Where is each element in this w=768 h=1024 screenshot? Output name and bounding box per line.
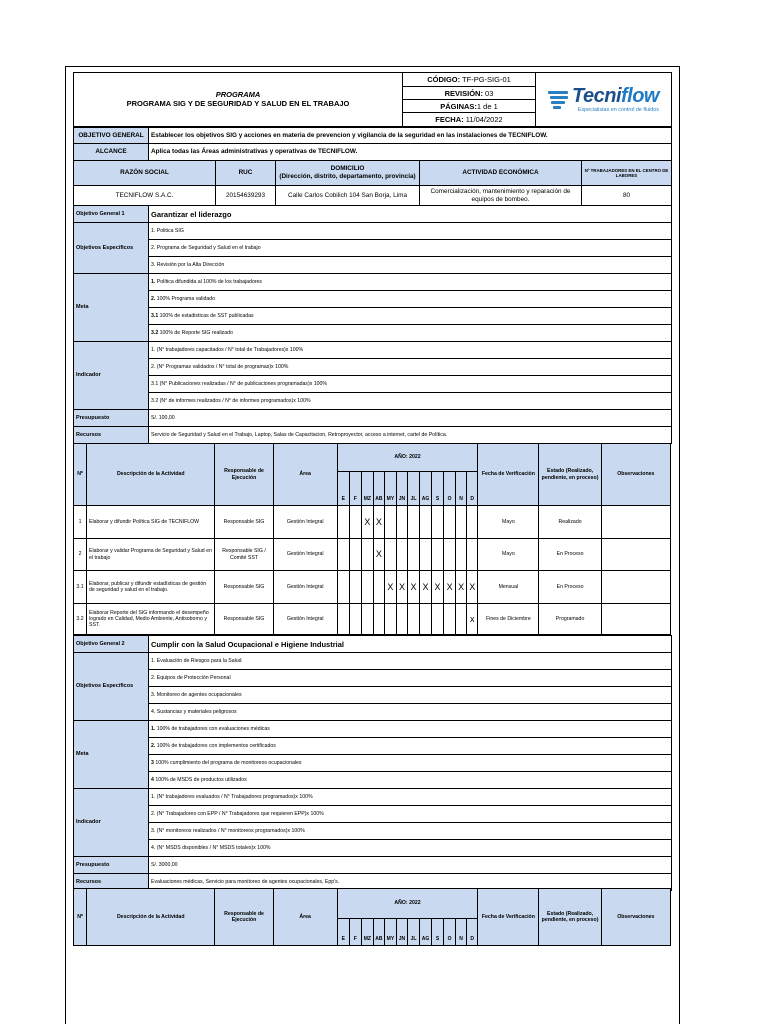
trabajadores-value: 80 [582, 186, 672, 206]
month-header: S [432, 919, 444, 946]
month-header: MZ [361, 472, 373, 506]
col-descripcion-header: Descripción de la Actividad [87, 889, 215, 946]
og1-meta: 3.2 100% de Reporte SIG realizado [149, 325, 672, 342]
activity-verification-date: Mensual [478, 571, 539, 604]
activity-area: Gestión Integral [273, 604, 337, 635]
og1-indicador: 3.2 (N° de informes realizados / N° de informes programados)x 100% [149, 393, 672, 410]
og1-meta: 1. Política difundida al 100% de los trabajadores [149, 274, 672, 291]
month-mark [456, 506, 467, 539]
razon-social-value: TECNIFLOW S.A.C. [74, 186, 216, 206]
og2-meta: 1. 100% de trabajadores con evaluaciones médicas [149, 721, 672, 738]
month-header: MY [384, 919, 396, 946]
og2-objetivo: 4. Sustancias y materiales peligrosos [149, 704, 672, 721]
og1-meta-label: Meta [74, 274, 149, 342]
og1-indicador-label: Indicador [74, 342, 149, 410]
og1-objetivos-label: Objetivos Específicos [74, 223, 149, 274]
year-header: AÑO: 2022 [337, 889, 478, 919]
month-mark: X [467, 571, 478, 604]
month-mark [373, 571, 384, 604]
month-mark [420, 604, 432, 635]
activity-observations [601, 506, 670, 539]
scope-table [73, 127, 672, 161]
activity-area: Gestión Integral [273, 571, 337, 604]
activity-area: Gestión Integral [273, 506, 337, 539]
activity-row [74, 539, 671, 571]
activity-num: 3.2 [74, 604, 87, 635]
actividad-header: ACTIVIDAD ECONÓMICA [420, 161, 582, 186]
activity-description: Elaborar Reporte del SIG informando el desempeño logrado en Calidad, Medio Ambiente, Antisoborno y SST. [87, 604, 215, 635]
activity-responsible: Responsable SIG [215, 506, 273, 539]
razon-social-header: RAZÓN SOCIAL [74, 161, 216, 186]
month-mark [432, 506, 444, 539]
month-mark [396, 604, 407, 635]
month-mark [456, 604, 467, 635]
col-observaciones-header: Observaciones [601, 444, 670, 506]
month-mark: x [467, 604, 478, 635]
og2-objetivo: 3. Monitoreo de agentes ocupacionales [149, 687, 672, 704]
month-header: JN [396, 919, 407, 946]
og2-activities-table [73, 888, 671, 946]
month-header: N [456, 919, 467, 946]
month-header: D [467, 472, 478, 506]
domicilio-value: Calle Carlos Cobilich 104 San Borja, Lima [276, 186, 420, 206]
company-table [73, 160, 672, 206]
og1-recursos-label: Recursos [74, 427, 149, 444]
month-header: E [337, 919, 349, 946]
og2-presupuesto-label: Presupuesto [74, 857, 149, 874]
company-logo: Tecniflow Especialistas en control de fluidos [536, 73, 672, 127]
fecha-field: FECHA: 11/04/2022 [403, 113, 536, 127]
month-header: MY [384, 472, 396, 506]
og2-presupuesto: S/. 3000,00 [149, 857, 672, 874]
activity-verification-date: Mayo [478, 506, 539, 539]
month-mark: X [407, 571, 419, 604]
objetivo-general-text: Establecer los objetivos SIG y acciones en materia de prevencion y vigilancia de la seguridad en las instalaciones de TECNIFLOW. [149, 128, 672, 144]
col-descripcion-header: Descripción de la Actividad [87, 444, 215, 506]
og2-meta-label: Meta [74, 721, 149, 789]
og1-meta: 3.1 100% de estadisticas de SST publicadas [149, 308, 672, 325]
month-mark [337, 604, 349, 635]
month-header: JL [407, 919, 419, 946]
objetivo-general-label: OBJETIVO GENERAL [74, 128, 149, 144]
month-mark [349, 506, 361, 539]
og1-table [73, 205, 672, 444]
og1-objetivo: 2. Programa de Seguridad y Salud en el trabajo [149, 240, 672, 257]
col-responsable-header: Responsable de Ejecución [215, 889, 273, 946]
activity-description: Elaborar y difundir Política SIG de TECNIFLOW [87, 506, 215, 539]
month-header: N [456, 472, 467, 506]
month-mark [456, 539, 467, 571]
month-header: AG [420, 472, 432, 506]
domicilio-header: DOMICILIO (Dirección, distrito, departamento, provincia) [276, 161, 420, 186]
year-header: AÑO: 2022 [337, 444, 478, 472]
activity-status: Programado [539, 604, 601, 635]
og1-meta: 2. 100% Programa validado [149, 291, 672, 308]
month-mark: X [396, 571, 407, 604]
month-mark [349, 539, 361, 571]
month-mark [420, 506, 432, 539]
month-header: F [349, 472, 361, 506]
col-estado-header: Estado (Realizado, pendiente, en proceso) [539, 444, 601, 506]
activity-observations [601, 604, 670, 635]
activity-row [74, 506, 671, 539]
month-mark [407, 506, 419, 539]
month-mark [384, 604, 396, 635]
og2-objetivo: 2. Equipos de Protección Personal [149, 670, 672, 687]
og1-presupuesto: S/. 100,00 [149, 410, 672, 427]
activity-num: 1 [74, 506, 87, 539]
month-mark [384, 539, 396, 571]
month-mark [444, 506, 456, 539]
month-header: D [467, 919, 478, 946]
og2-meta: 3 100% cumplimiento del programa de monitoreos ocupacionales [149, 755, 672, 772]
month-header: MZ [361, 919, 373, 946]
activity-status: Realizado [539, 506, 601, 539]
activity-responsible: Responsable SIG / Comité SST [215, 539, 273, 571]
month-mark: X [432, 571, 444, 604]
activity-responsible: Responsable SIG [215, 571, 273, 604]
col-num-header: Nº [74, 889, 87, 946]
month-header: F [349, 919, 361, 946]
month-mark [349, 571, 361, 604]
paginas-field: PÁGINAS:1 de 1 [403, 100, 536, 113]
activity-status: En Proceso [539, 539, 601, 571]
og1-indicador: 3.1 (N° Publicaciones realizadas / N° de publicaciones programadas)x 100% [149, 376, 672, 393]
month-mark [337, 506, 349, 539]
month-mark [396, 506, 407, 539]
og2-label: Objetivo General 2 [74, 636, 149, 653]
header-table [73, 72, 672, 127]
col-num-header: Nº [74, 444, 87, 506]
og1-indicador: 1. (N° trabajadores capacitados / N° total de Trabajadores)x 100% [149, 342, 672, 359]
og2-meta: 4 100% de MSDS de productos utilizados [149, 772, 672, 789]
og2-objetivos-label: Objetivos Específicos [74, 653, 149, 721]
month-mark: X [373, 539, 384, 571]
activity-area: Gestión Integral [273, 539, 337, 571]
month-mark [361, 539, 373, 571]
og1-indicador: 2. (N° Programas validados / N° total de programas)x 100% [149, 359, 672, 376]
og2-indicador: 2. (N° Trabajadores con EPP / N° Trabajadores que requieren EPP)x 100% [149, 806, 672, 823]
og2-objetivo: 1. Evaluación de Riesgos para la Salud [149, 653, 672, 670]
month-mark: X [361, 506, 373, 539]
month-header: O [444, 472, 456, 506]
month-mark [349, 604, 361, 635]
activity-observations [601, 571, 670, 604]
activity-verification-date: Mayo [478, 539, 539, 571]
month-header: JL [407, 472, 419, 506]
activity-responsible: Responsable SIG [215, 604, 273, 635]
col-responsable-header: Responsable de Ejecución [215, 444, 273, 506]
activity-status: En Proceso [539, 571, 601, 604]
alcance-text: Aplica todas las Áreas administrativas y operativas de TECNIFLOW. [149, 144, 672, 161]
month-mark: X [444, 571, 456, 604]
activity-row [74, 604, 671, 635]
col-fecha-header: Fecha de Verificación [478, 444, 539, 506]
og1-objetivo: 3. Revisión por la Alta Dirección [149, 257, 672, 274]
month-mark [444, 539, 456, 571]
og1-title: Garantizar el liderazgo [149, 206, 672, 223]
og1-activities-table [73, 443, 671, 635]
activity-verification-date: Fines de Diciembre [478, 604, 539, 635]
activity-row [74, 571, 671, 604]
document-title: PROGRAMA PROGRAMA SIG Y DE SEGURIDAD Y SALUD EN EL TRABAJO [74, 73, 403, 127]
month-mark [396, 539, 407, 571]
month-mark [432, 539, 444, 571]
codigo-field: CÓDIGO: TF-PG-SIG-01 [403, 73, 536, 87]
col-observaciones-header: Observaciones [601, 889, 670, 946]
actividad-value: Comercialización, mantenimiento y reparación de equipos de bombeo. [420, 186, 582, 206]
month-mark [337, 539, 349, 571]
og2-indicador-label: Indicador [74, 789, 149, 857]
activity-observations [601, 539, 670, 571]
ruc-header: RUC [216, 161, 276, 186]
og1-label: Objetivo General 1 [74, 206, 149, 223]
month-mark [420, 539, 432, 571]
month-mark [444, 604, 456, 635]
og1-presupuesto-label: Presupuesto [74, 410, 149, 427]
month-mark [467, 539, 478, 571]
og2-indicador: 4. (N° MSDS disponibles / N° MSDS totales)x 100% [149, 840, 672, 857]
month-mark: X [373, 506, 384, 539]
alcance-label: ALCANCE [74, 144, 149, 161]
trabajadores-header: Nº TRABAJADORES EN EL CENTRO DE LABORES [582, 161, 672, 186]
month-mark [407, 539, 419, 571]
month-mark [361, 571, 373, 604]
month-mark [384, 506, 396, 539]
og2-title: Cumplir con la Salud Ocupacional e Higiene Industrial [149, 636, 672, 653]
og1-objetivo: 1. Politica SIG [149, 223, 672, 240]
month-header: JN [396, 472, 407, 506]
month-header: E [337, 472, 349, 506]
month-mark [361, 604, 373, 635]
ruc-value: 20154639293 [216, 186, 276, 206]
month-mark [432, 604, 444, 635]
month-mark [373, 604, 384, 635]
col-area-header: Área [273, 889, 337, 946]
activity-description: Elaborar, publicar y difundir estadísticas de gestión de seguridad y salud en el trabajo. [87, 571, 215, 604]
col-fecha-header: Fecha de Verificación [478, 889, 539, 946]
month-header: S [432, 472, 444, 506]
og2-indicador: 3. (N° monitoreos realizados / N° monitoreos programados)x 100% [149, 823, 672, 840]
month-mark: X [384, 571, 396, 604]
month-header: O [444, 919, 456, 946]
month-mark: X [456, 571, 467, 604]
month-mark [467, 506, 478, 539]
activity-num: 2 [74, 539, 87, 571]
month-header: AB [373, 472, 384, 506]
og2-indicador: 1. (N° trabajadores evaluados / N° Trabajadores programados)x 100% [149, 789, 672, 806]
col-estado-header: Estado (Realizado, pendiente, en proceso) [539, 889, 601, 946]
logo-mark-icon [548, 88, 570, 110]
og1-recursos: Servicio de Seguridad y Salud en el Trabajo, Laptop, Salas de Capacitacion, Retroproyector, acceso a internet, cartel de Política. [149, 427, 672, 444]
activity-num: 3.1 [74, 571, 87, 604]
activity-description: Elaborar y validar Programa de Seguridad y Salud en el trabajo [87, 539, 215, 571]
og2-recursos: Evaluaciones médicas, Servicio para monitoreo de agentes ocupacionales, Epp's. [149, 874, 672, 891]
month-mark [407, 604, 419, 635]
month-mark [337, 571, 349, 604]
og2-recursos-label: Recursos [74, 874, 149, 891]
month-header: AB [373, 919, 384, 946]
month-header: AG [420, 919, 432, 946]
og2-table [73, 635, 672, 891]
og2-meta: 2. 100% de trabajadores con implementos certificados [149, 738, 672, 755]
revision-field: REVISIÓN: 03 [403, 87, 536, 100]
month-mark: X [420, 571, 432, 604]
col-area-header: Área [273, 444, 337, 506]
